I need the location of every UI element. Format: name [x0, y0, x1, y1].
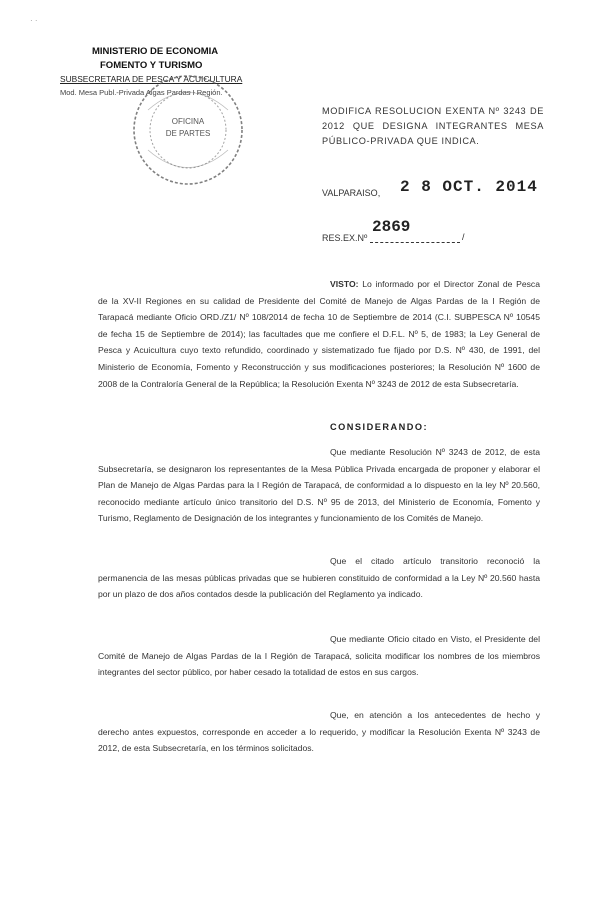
considerando-item-1: Que mediante Resolución Nº 3243 de 2012, de esta Subsecretaría, se designaron los representantes de la Mesa Pública Privada encargada de proponer y elaborar el Plan de Manejo de Algas Pardas para la I Región de Tarapacá, de conformidad a lo dispuesto en la ley Nº 20.560, reconocido mediante artículo único transitorio del D.S. Nº 95 de 2013, del Ministerio de Economía, Fomento y Turismo, Reglamento de Designación de los integrantes y funcionamiento de los Comités de Manejo.: [98, 447, 540, 524]
visto-paragraph: [98, 276, 540, 392]
official-seal-stamp: [128, 70, 248, 190]
date-stamp: 2 8 OCT. 2014: [400, 178, 538, 196]
resolution-number-label: RES.EX.Nº: [322, 233, 368, 243]
ministry-name: MINISTERIO DE ECONOMIA: [92, 46, 219, 57]
svg-text:DE PARTES: DE PARTES: [165, 129, 211, 138]
date-label: VALPARAISO,: [322, 188, 381, 198]
considerando-item-4: Que, en atención a los antecedentes de hecho y derecho antes expuestos, corresponde en acceder a lo requerido, y modificar la Resolución Exenta Nº 3243 de 2012, de esta Subsecretaría, en los términos solicitados.: [98, 710, 540, 754]
considerando-heading: CONSIDERANDO:: [330, 422, 429, 432]
visto-heading: VISTO:: [330, 279, 359, 289]
resolution-slash: /: [462, 232, 465, 242]
scan-mark: · ·: [30, 16, 38, 25]
visto-text: Lo informado por el Director Zonal de Pesca de la XV-II Regiones en su calidad de Presidente del Comité de Manejo de Algas Pardas de la I Región de Tarapacá mediante Oficio ORD./Z1/ Nº 108/2014 de fecha 10 de Septiembre de 2014 (C.I. SUBPESCA Nº 10545 de fecha 15 de Septiembre de 2014); las facultades que me confiere el D.F.L. Nº 5, de 1983; la Ley General de Pesca y Acuicultura cuyo texto refundido, coordinado y sistematizado fue fijado por D.S. Nº 430, de 1991, del Ministerio de Economía, Fomento y Reconstrucción y sus modificaciones posteriores; la Resolución Nº 1600 de 2008 de la Contraloría General de la República; la Resolución Exenta Nº 3243 de 2012 de esta Subsecretaría.: [98, 279, 540, 389]
subsecretaria-name: SUBSECRETARIA DE PESCA Y ACUICULTURA: [60, 74, 243, 84]
resolution-title: MODIFICA RESOLUCION EXENTA Nº 3243 DE 2012 QUE DESIGNA INTEGRANTES MESA PÚBLICO-PRIVADA QUE INDICA.: [322, 106, 544, 146]
ministry-fomento: FOMENTO Y TURISMO: [100, 60, 203, 71]
document-reference: Mod. Mesa Publ.-Privada Algas Pardas I Región.: [60, 88, 223, 97]
resolution-number-underline: [370, 242, 460, 243]
considerando-item-3: Que mediante Oficio citado en Visto, el Presidente del Comité de Manejo de Algas Pardas de la I Región de Tarapacá, solicita modificar los nombres de los miembros integrantes del sector público, por haber cesado la totalidad de estos en sus cargos.: [98, 634, 540, 678]
resolution-number: 2869: [372, 218, 411, 236]
considerando-item-2: Que el citado artículo transitorio reconoció la permanencia de las mesas públicas privadas que se hubieren constituido de conformidad a la Ley Nº 20.560 hasta por un plazo de dos años contados desde la publicación del Reglamento ya indicado.: [98, 556, 540, 600]
svg-text:OFICINA: OFICINA: [171, 117, 205, 126]
